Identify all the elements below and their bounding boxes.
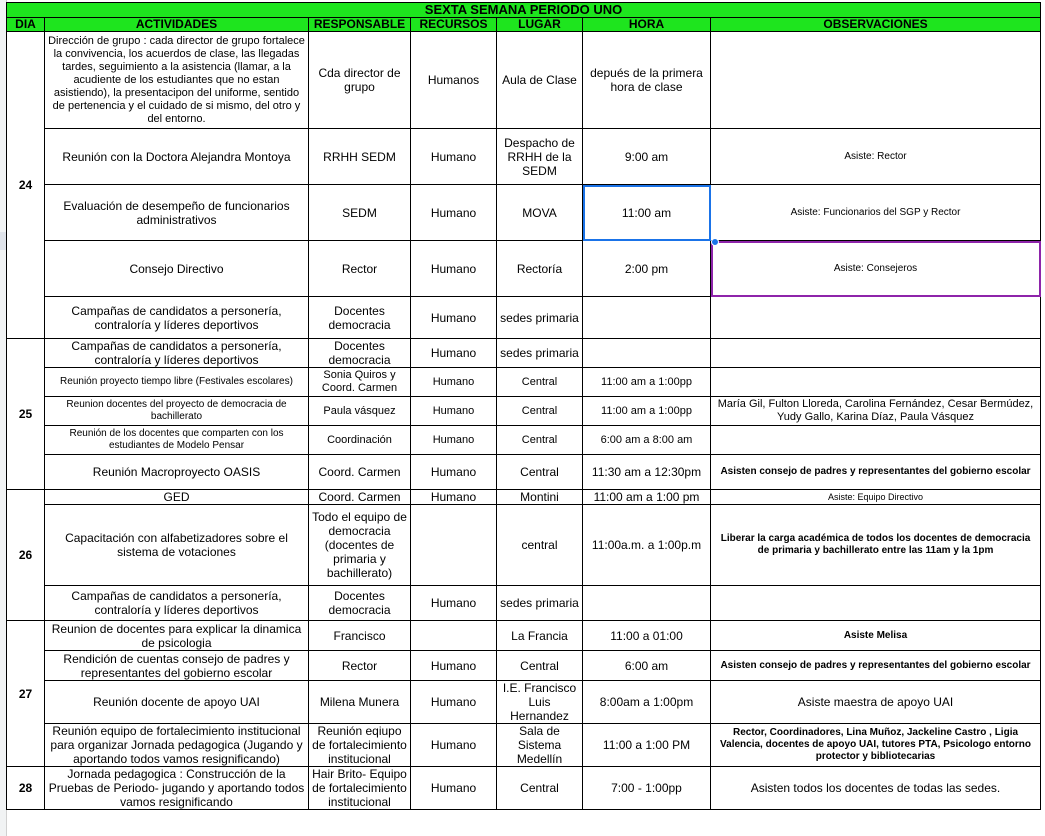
schedule-table xyxy=(6,2,1041,810)
table-row xyxy=(7,490,1041,505)
fill-handle[interactable] xyxy=(711,238,719,246)
observaciones-cell[interactable] xyxy=(711,339,1041,368)
observaciones-cell[interactable]: Liberar la carga académica de todos los docentes de democracia de primaria y bachillerato entre las 11am y la 1pm xyxy=(711,505,1041,586)
recursos-cell[interactable]: Humano xyxy=(411,297,497,339)
actividad-cell[interactable]: Reunión Macroproyecto OASIS xyxy=(45,455,309,490)
hora-cell[interactable]: depués de la primera hora de clase xyxy=(583,32,711,129)
recursos-cell[interactable]: Humano xyxy=(411,681,497,724)
actividad-cell[interactable]: Reunión con la Doctora Alejandra Montoya xyxy=(45,129,309,185)
header-responsable[interactable]: RESPONSABLE xyxy=(309,18,411,32)
observaciones-cell-highlighted[interactable]: Asiste: Consejeros xyxy=(711,241,1041,297)
hora-cell[interactable]: 7:00 - 1:00pp xyxy=(583,767,711,810)
actividad-cell[interactable]: GED xyxy=(45,490,309,505)
table-row xyxy=(7,426,1041,455)
table-row xyxy=(7,455,1041,490)
day-cell-26[interactable]: 26 xyxy=(7,490,45,621)
recursos-cell[interactable]: Humano xyxy=(411,241,497,297)
lugar-cell[interactable]: sedes primaria xyxy=(497,339,583,368)
title-row xyxy=(7,3,1041,18)
table-row xyxy=(7,651,1041,681)
hora-cell[interactable]: 11:00 am a 1:00pp xyxy=(583,397,711,426)
table-row xyxy=(7,724,1041,767)
hora-cell[interactable] xyxy=(583,339,711,368)
responsable-cell[interactable]: Docentes democracia xyxy=(309,339,411,368)
responsable-cell[interactable]: Docentes democracia xyxy=(309,297,411,339)
observaciones-cell[interactable]: Asiste: Equipo Directivo xyxy=(711,490,1041,505)
hora-cell[interactable]: 11:00 a 01:00 xyxy=(583,621,711,651)
schedule-title[interactable]: SEXTA SEMANA PERIODO UNO xyxy=(7,3,1041,18)
actividad-cell[interactable]: Reunión proyecto tiempo libre (Festivales escolares) xyxy=(45,368,309,397)
responsable-cell[interactable]: Docentes democracia xyxy=(309,586,411,621)
table-row xyxy=(7,339,1041,368)
actividad-cell[interactable]: Reunion de docentes para explicar la dinamica de psicologia xyxy=(45,621,309,651)
table-row xyxy=(7,505,1041,586)
lugar-cell[interactable]: Central xyxy=(497,767,583,810)
observaciones-cell[interactable]: María Gil, Fulton Lloreda, Carolina Fernández, Cesar Bermúdez, Yudy Gallo, Karina Díaz, Paula Vásquez xyxy=(711,397,1041,426)
observaciones-cell[interactable]: Rector, Coordinadores, Lina Muñoz, Jackeline Castro , Ligia Valencia, docentes de apoyo UAI, tutores PTA, Psicologo entorno protector y bibliotecarias xyxy=(711,724,1041,767)
recursos-cell[interactable] xyxy=(411,505,497,586)
table-row xyxy=(7,32,1041,129)
responsable-cell[interactable]: Rector xyxy=(309,651,411,681)
table-row xyxy=(7,767,1041,810)
responsable-cell[interactable]: Milena Munera xyxy=(309,681,411,724)
actividad-cell[interactable]: Rendición de cuentas consejo de padres y representantes del gobierno escolar xyxy=(45,651,309,681)
responsable-cell[interactable]: Sonia Quiros y Coord. Carmen xyxy=(309,368,411,397)
responsable-cell[interactable]: SEDM xyxy=(309,185,411,241)
recursos-cell[interactable]: Humano xyxy=(411,185,497,241)
hora-cell[interactable]: 6:00 am a 8:00 am xyxy=(583,426,711,455)
responsable-cell[interactable]: RRHH SEDM xyxy=(309,129,411,185)
actividad-cell[interactable]: Jornada pedagogica : Construcción de la Pruebas de Periodo- jugando y aportando todos vamos resignificando xyxy=(45,767,309,810)
observaciones-cell[interactable] xyxy=(711,297,1041,339)
hora-cell[interactable]: 6:00 am xyxy=(583,651,711,681)
hora-cell[interactable]: 11:00 a 1:00 PM xyxy=(583,724,711,767)
lugar-cell[interactable]: Central xyxy=(497,651,583,681)
recursos-cell[interactable]: Humano xyxy=(411,724,497,767)
observaciones-cell[interactable] xyxy=(711,586,1041,621)
hora-cell[interactable]: 11:00a.m. a 1:00p.m xyxy=(583,505,711,586)
observaciones-cell[interactable]: Asisten consejo de padres y representantes del gobierno escolar xyxy=(711,651,1041,681)
lugar-cell[interactable]: MOVA xyxy=(497,185,583,241)
lugar-cell[interactable]: Central xyxy=(497,426,583,455)
responsable-cell[interactable]: Todo el equipo de democracia (docentes de primaria y bachillerato) xyxy=(309,505,411,586)
responsable-cell[interactable]: Reunión eqiupo de fortalecimiento institucional xyxy=(309,724,411,767)
table-row xyxy=(7,368,1041,397)
responsable-cell[interactable]: Rector xyxy=(309,241,411,297)
observaciones-cell[interactable]: Asisten todos los docentes de todas las sedes. xyxy=(711,767,1041,810)
lugar-cell[interactable]: Central xyxy=(497,455,583,490)
recursos-cell[interactable]: Humano xyxy=(411,397,497,426)
recursos-cell[interactable]: Humano xyxy=(411,339,497,368)
day-cell-28[interactable]: 28 xyxy=(7,767,45,810)
header-actividades[interactable]: ACTIVIDADES xyxy=(45,18,309,32)
observaciones-cell[interactable]: Asiste Melisa xyxy=(711,621,1041,651)
lugar-cell[interactable]: sedes primaria xyxy=(497,297,583,339)
observaciones-cell[interactable]: Asiste maestra de apoyo UAI xyxy=(711,681,1041,724)
hora-cell-selected[interactable]: 11:00 am xyxy=(583,185,711,241)
actividad-cell[interactable]: Reunión de los docentes que comparten con los estudiantes de Modelo Pensar xyxy=(45,426,309,455)
hora-cell[interactable]: 11:00 am a 1:00 pm xyxy=(583,490,711,505)
lugar-cell[interactable]: sedes primaria xyxy=(497,586,583,621)
recursos-cell[interactable]: Humano xyxy=(411,490,497,505)
observaciones-cell[interactable] xyxy=(711,32,1041,129)
hora-cell[interactable]: 11:00 am a 1:00pp xyxy=(583,368,711,397)
actividad-cell[interactable]: Reunion docentes del proyecto de democracia de bachillerato xyxy=(45,397,309,426)
actividad-cell[interactable]: Evaluación de desempeño de funcionarios administrativos xyxy=(45,185,309,241)
responsable-cell[interactable]: Francisco xyxy=(309,621,411,651)
day-cell-24[interactable]: 24 xyxy=(7,32,45,339)
table-row xyxy=(7,241,1041,297)
day-cell-25[interactable]: 25 xyxy=(7,339,45,490)
observaciones-cell[interactable] xyxy=(711,426,1041,455)
recursos-cell[interactable]: Humano xyxy=(411,651,497,681)
lugar-cell[interactable]: Aula de Clase xyxy=(497,32,583,129)
hora-cell[interactable] xyxy=(583,297,711,339)
recursos-cell[interactable]: Humanos xyxy=(411,32,497,129)
responsable-cell[interactable]: Hair Brito- Equipo de fortalecimiento institucional xyxy=(309,767,411,810)
lugar-cell[interactable]: Central xyxy=(497,397,583,426)
table-row xyxy=(7,185,1041,241)
hora-cell[interactable]: 11:30 am a 12:30pm xyxy=(583,455,711,490)
hora-cell[interactable]: 8:00am a 1:00pm xyxy=(583,681,711,724)
header-observaciones[interactable]: OBSERVACIONES xyxy=(711,18,1041,32)
lugar-cell[interactable]: I.E. Francisco Luis Hernandez xyxy=(497,681,583,724)
recursos-cell[interactable]: Humano xyxy=(411,767,497,810)
responsable-cell[interactable]: Paula vásquez xyxy=(309,397,411,426)
recursos-cell[interactable]: Humano xyxy=(411,129,497,185)
table-row xyxy=(7,129,1041,185)
observaciones-cell[interactable]: Asiste: Rector xyxy=(711,129,1041,185)
lugar-cell[interactable]: La Francia xyxy=(497,621,583,651)
actividad-cell[interactable]: Reunión equipo de fortalecimiento institucional para organizar Jornada pedagogica (Jugando y aportando todos vamos resignificando) xyxy=(45,724,309,767)
recursos-cell[interactable] xyxy=(411,621,497,651)
header-lugar[interactable]: LUGAR xyxy=(497,18,583,32)
actividad-cell[interactable]: Consejo Directivo xyxy=(45,241,309,297)
header-row xyxy=(7,18,1041,32)
actividad-cell[interactable]: Campañas de candidatos a personería, contraloría y líderes deportivos xyxy=(45,586,309,621)
observaciones-cell[interactable]: Asisten consejo de padres y representantes del gobierno escolar xyxy=(711,455,1041,490)
table-row xyxy=(7,681,1041,724)
header-hora[interactable]: HORA xyxy=(583,18,711,32)
table-row xyxy=(7,397,1041,426)
responsable-cell[interactable]: Coord. Carmen xyxy=(309,490,411,505)
header-recursos[interactable]: RECURSOS xyxy=(411,18,497,32)
lugar-cell[interactable]: Rectoría xyxy=(497,241,583,297)
lugar-cell[interactable]: Central xyxy=(497,368,583,397)
lugar-cell[interactable]: Sala de Sistema Medellín xyxy=(497,724,583,767)
table-row xyxy=(7,586,1041,621)
actividad-cell[interactable]: Capacitación con alfabetizadores sobre el sistema de votaciones xyxy=(45,505,309,586)
actividad-cell[interactable]: Reunión docente de apoyo UAI xyxy=(45,681,309,724)
hora-cell[interactable]: 9:00 am xyxy=(583,129,711,185)
observaciones-cell[interactable] xyxy=(711,368,1041,397)
recursos-cell[interactable]: Humano xyxy=(411,455,497,490)
actividad-cell[interactable]: Campañas de candidatos a personería, contraloría y líderes deportivos xyxy=(45,297,309,339)
recursos-cell[interactable]: Humano xyxy=(411,586,497,621)
recursos-cell[interactable]: Humano xyxy=(411,426,497,455)
hora-cell[interactable] xyxy=(583,586,711,621)
actividad-cell[interactable]: Dirección de grupo : cada director de grupo fortalece la convivencia, los acuerdos de clase, las llegadas tardes, seguimiento a la asistencia (llamar, a la acudiente de los estudiantes que no estan asistiendo), la presentacipon del uniforme, sentido de pertenencia y el cuidado de si mismo, del otro y del entorno. xyxy=(45,32,309,129)
lugar-cell[interactable]: Montini xyxy=(497,490,583,505)
lugar-cell[interactable]: central xyxy=(497,505,583,586)
lugar-cell[interactable]: Despacho de RRHH de la SEDM xyxy=(497,129,583,185)
responsable-cell[interactable]: Cda director de grupo xyxy=(309,32,411,129)
header-dia[interactable]: DIA xyxy=(7,18,45,32)
responsable-cell[interactable]: Coordinación xyxy=(309,426,411,455)
day-cell-27[interactable]: 27 xyxy=(7,621,45,767)
table-row xyxy=(7,297,1041,339)
responsable-cell[interactable]: Coord. Carmen xyxy=(309,455,411,490)
observaciones-cell[interactable]: Asiste: Funcionarios del SGP y Rector xyxy=(711,185,1041,241)
actividad-cell[interactable]: Campañas de candidatos a personería, contraloría y líderes deportivos xyxy=(45,339,309,368)
recursos-cell[interactable]: Humano xyxy=(411,368,497,397)
hora-cell[interactable]: 2:00 pm xyxy=(583,241,711,297)
table-row xyxy=(7,621,1041,651)
